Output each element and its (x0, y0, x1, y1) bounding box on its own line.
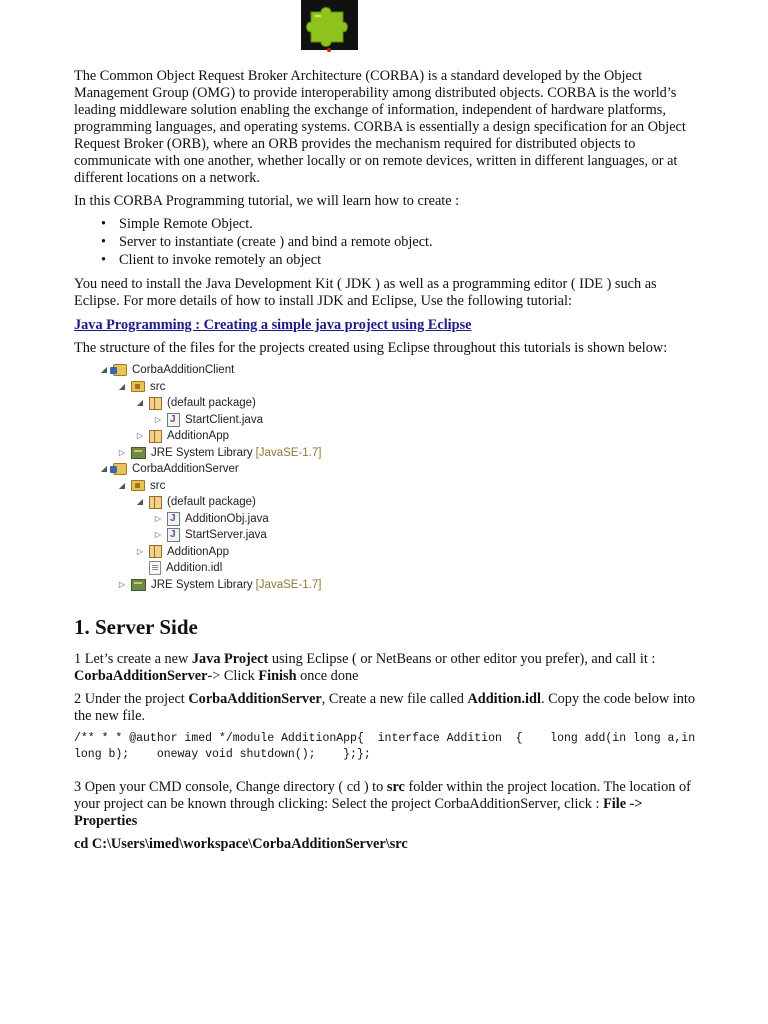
package-icon (149, 397, 162, 410)
expand-icon[interactable]: ▷ (136, 546, 144, 556)
collapse-icon[interactable]: ◢ (136, 497, 144, 506)
tree-row-default-package[interactable]: ◢ (default package) (99, 395, 704, 412)
expand-icon[interactable]: ▷ (118, 579, 126, 589)
package-icon (149, 496, 162, 509)
objectives-list (74, 215, 704, 269)
collapse-icon[interactable]: ◢ (118, 381, 126, 391)
document-body (74, 68, 704, 853)
project-explorer-tree (99, 362, 704, 593)
library-icon (131, 447, 146, 459)
collapse-icon[interactable]: ◢ (118, 480, 126, 490)
step-3: 3 Open your CMD console, Change directory ( cd ) to src folder within the project location. The location of your project can be known through clicking: Select the project CorbaAdditionServer, click : File -> Properties (74, 779, 691, 829)
puzzle-piece-icon (301, 0, 358, 52)
expand-icon[interactable]: ▷ (154, 530, 162, 539)
package-icon (149, 545, 162, 558)
list-item: • Simple Remote Object. (101, 216, 253, 232)
idl-code-block: /** * * @author imed */module AdditionApp{ interface Addition { long add(in long a,in long b); oneway void shutdown(); };}; (74, 732, 703, 761)
learn-intro: In this CORBA Programming tutorial, we will learn how to create : (74, 193, 460, 209)
list-item: • Server to instantiate (create ) and bind a remote object. (101, 234, 433, 250)
project-icon (113, 463, 127, 475)
tree-row-client-project[interactable]: ◢ CorbaAdditionClient (99, 362, 704, 379)
collapse-icon[interactable]: ◢ (100, 464, 108, 473)
intro-paragraph: The Common Object Request Broker Architecture (CORBA) is a standard developed by the Object Management Group (OMG) to provide interoperability among distributed objects. CORBA is the world’s leading middleware solution enabling the exchange of information, independent of hardware platforms, programming languages, and operating systems. CORBA is essentially a design specification for an Object Request Broker (ORB), where an ORB provides the mechanism required for distributed objects to communicate with one another, whether locally or on remote devices, written in different languages, or at different locations on a network. (74, 68, 686, 186)
list-item: • Client to invoke remotely an object (101, 252, 322, 268)
tree-row-additionapp[interactable]: ▷ AdditionApp (99, 428, 704, 445)
library-icon (131, 579, 146, 591)
cd-command: cd C:\Users\imed\workspace\CorbaAdditionServer\src (74, 836, 408, 852)
tree-row-startserver[interactable]: ▷ J StartServer.java (99, 527, 704, 544)
step-2: 2 Under the project CorbaAdditionServer, Create a new file called Addition.idl. Copy the code below into the new file. (74, 691, 696, 724)
structure-paragraph: The structure of the files for the projects created using Eclipse throughout this tutorials is shown below: (74, 340, 668, 356)
step-1: 1 Let’s create a new Java Project using Eclipse ( or NetBeans or other editor you prefer), and call it : CorbaAdditionServer-> Click Finish once done (74, 651, 656, 684)
expand-icon[interactable]: ▷ (154, 513, 162, 523)
source-folder-icon (131, 381, 145, 392)
tree-row-default-package[interactable]: ◢ (default package) (99, 494, 704, 511)
project-icon (113, 364, 127, 376)
tree-row-jre-library[interactable]: ▷ JRE System Library [JavaSE-1.7] (99, 445, 704, 462)
tree-row-src[interactable]: ◢ src (99, 379, 704, 396)
tree-row-addition-idl[interactable]: Addition.idl (99, 560, 704, 577)
tree-row-additionobj[interactable]: ▷ J AdditionObj.java (99, 511, 704, 528)
section-heading: 1. Server Side (74, 615, 198, 639)
expand-icon[interactable]: ▷ (136, 431, 144, 440)
tree-row-server-project[interactable]: ◢ CorbaAdditionServer (99, 461, 704, 478)
java-file-icon (167, 512, 180, 526)
expand-icon[interactable]: ▷ (154, 414, 162, 424)
eclipse-tutorial-link[interactable]: Java Programming : Creating a simple java project using Eclipse (74, 317, 472, 333)
package-icon (149, 430, 162, 443)
idl-file-icon (149, 561, 161, 575)
source-folder-icon (131, 480, 145, 491)
java-file-icon (167, 528, 180, 542)
collapse-icon[interactable]: ◢ (100, 365, 108, 374)
collapse-icon[interactable]: ◢ (136, 398, 144, 407)
tree-row-startclient[interactable]: ▷ J StartClient.java (99, 412, 704, 429)
tree-row-additionapp[interactable]: ▷ AdditionApp (99, 544, 704, 561)
expand-icon[interactable]: ▷ (118, 447, 126, 457)
tree-row-src[interactable]: ◢ src (99, 478, 704, 495)
tree-row-jre-library[interactable]: ▷ JRE System Library [JavaSE-1.7] (99, 577, 704, 594)
install-paragraph: You need to install the Java Development Kit ( JDK ) as well as a programming editor ( IDE ) such as Eclipse. For more details of how to install JDK and Eclipse, Use the following tutorial: (74, 276, 657, 309)
java-file-icon (167, 413, 180, 427)
